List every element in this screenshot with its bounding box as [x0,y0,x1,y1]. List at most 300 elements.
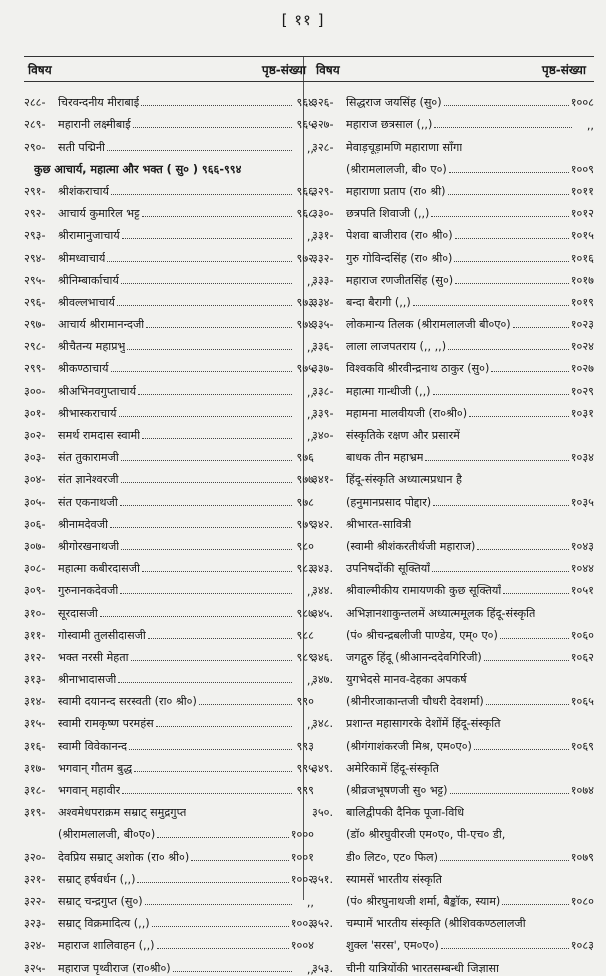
entry-page: १०२९ [570,384,594,398]
entry-title: (पं० श्रीरघुनाथजी शर्मा, बैङ्कॉक, स्याम) [346,894,501,908]
dot-leader [142,571,292,572]
toc-entry [24,909,314,931]
entry-page: ,, [306,962,314,976]
entry-title: (हनुमानप्रसाद पोद्दार) [346,495,432,509]
entry-page: ९६५ [296,118,314,132]
toc-entry [24,953,314,975]
entry-number: ३०८- [24,562,46,576]
toc-entry [312,887,594,909]
entry-page: ९७७ [296,473,314,487]
entry-title: श्रीगोरखनाथजी [58,539,120,553]
entry-page: ९९५ [296,761,314,775]
entry-page: १००२ [290,872,314,886]
entry-page: १००९ [570,162,594,176]
entry-number: ३०३- [24,451,46,465]
entry-page: १०५१ [570,584,594,598]
toc-entry [24,754,314,776]
dot-leader [120,505,292,506]
dot-leader [133,127,292,128]
toc-entry [24,443,314,465]
entry-title: देवप्रिय सम्राट् अशोक (रा० श्री०) [58,850,190,864]
entry-page: १०८३ [570,939,594,953]
entry-title: मेवाड़चूड़ामणि महाराणा साँगा [346,140,463,154]
dot-leader [145,904,292,905]
dot-leader [500,638,569,639]
toc-entry [312,576,594,598]
entry-number: ३४८. [312,717,334,731]
entry-title: कुछ आचार्य, महात्मा और भक्त ( सु० ) ९६६-९९४ [34,162,242,176]
entry-number: २९२- [24,207,46,221]
page-number: [ ११ ] [281,11,325,29]
toc-entry [24,221,314,243]
entry-page: १०७९ [570,850,594,864]
entry-number: ३४७. [312,673,334,687]
toc-entry [24,132,314,154]
entry-page: १०१५ [570,229,594,243]
dot-leader [455,238,569,239]
dot-leader [191,860,288,861]
entry-title: श्रीकण्ठाचार्य [58,362,109,376]
toc-entry [312,709,594,731]
toc-entry [312,221,594,243]
entry-number: ३२०- [24,850,46,864]
subject-heading: विषय [316,62,340,77]
dot-leader [148,638,292,639]
toc-entry [24,554,314,576]
entry-number: ३०९- [24,584,46,598]
dot-leader [122,238,292,239]
dot-leader [513,327,569,328]
entry-page: ,, [306,341,314,355]
toc-entry [24,798,314,820]
entry-title: भगवान् गौतम बुद्ध [58,761,133,775]
entry-number: ३४४. [312,584,334,598]
entry-number: ३१८- [24,784,46,797]
entry-number: ३१३- [24,673,46,687]
toc-entry [312,155,594,177]
entry-number: ३१४- [24,695,46,709]
dot-leader [157,837,289,838]
entry-number: ३३६- [312,340,334,354]
entry-title: पेशवा बाजीराव (रा० श्री०) [346,229,453,243]
entry-title: प्रशान्त महासागरके देशोंमें हिंदू-संस्कृति [346,717,501,731]
entry-title: महाराज शालिवाहन (,,) [58,939,155,953]
toc-entry [24,110,314,132]
entry-title: जगद्गुरु हिंदू (श्रीआनन्ददेवगिरिजी) [346,650,482,664]
dot-leader [199,704,292,705]
toc-entry [312,865,594,887]
toc-entry [24,376,314,398]
entry-title: श्रीशंकराचार्य [58,184,109,198]
entry-number: ३१५- [24,717,46,731]
entry-number: ३३४- [312,295,334,309]
entry-title: संत एकनाथजी [58,495,118,509]
toc-entry [24,199,314,221]
dot-leader [491,371,568,372]
entry-title: स्वामी दयानन्द सरस्वती (रा० श्री०) [58,695,197,709]
entry-page: १०२३ [570,318,594,332]
subject-heading: विषय [28,62,52,77]
entry-page: ,, [306,274,314,288]
entry-number: २९६- [24,295,46,309]
entry-number: ३३८- [312,384,334,398]
dot-leader [121,283,292,284]
dot-leader [444,105,569,106]
dot-leader [502,904,568,905]
entry-title: छत्रपति शिवाजी (,,) [346,207,430,221]
entry-title: युगभेदसे मानव-देहका अपकर्ष [346,673,467,687]
entry-title: सम्राट् हर्षवर्धन (,,) [58,872,136,886]
entry-title: महाराज पृथ्वीराज (रा०श्री०) [58,961,171,975]
dot-leader [121,549,292,550]
entry-page: १०१२ [570,207,594,221]
entry-page: ९७८ [296,495,314,509]
entry-number: ३४६. [312,650,334,664]
entry-page: ९८० [296,539,314,553]
entry-number: ३४२. [312,517,334,531]
dot-leader [157,948,289,949]
dot-leader [156,726,292,727]
entry-number: २९५- [24,273,46,287]
entry-title: महाराणा प्रताप (रा० श्री) [346,184,446,198]
entry-title: महाराज छत्रसाल (,,) [346,118,433,132]
toc-entry [312,665,594,687]
dot-leader [440,860,569,861]
toc-entry [312,931,594,953]
entry-title: स्वामी विवेकानन्द [58,739,128,753]
toc-entry [24,576,314,598]
entry-title: आचार्य श्रीरामानन्दजी [58,318,145,332]
toc-entry [312,376,594,398]
dot-leader [119,416,293,417]
entry-number: ३५३. [312,961,334,975]
entry-number: ३०६- [24,517,46,531]
entry-number: ३११- [24,628,46,642]
entry-title: समर्थ रामदास स्वामी [58,429,141,442]
entry-number: ३३९- [312,406,334,420]
toc-entry [312,310,594,332]
entry-page: ९६४ [296,96,314,110]
entry-number: ३२५- [24,961,46,975]
dot-leader [152,926,289,927]
toc-entry [24,332,314,354]
entry-title: चम्पामें भारतीय संस्कृति (श्रीशिवकण्ठलालजी [346,917,526,931]
dot-leader [433,505,569,506]
page-count-heading: पृष्ठ-संख्या [261,62,306,77]
entry-number: ३१०- [24,606,46,620]
toc-entry [312,731,594,753]
entry-title: (श्रीनीरजाकान्तजी चौधरी देवशर्मा) [346,695,484,709]
toc-entry [312,332,594,354]
entry-number: ३३७- [312,362,334,376]
entry-title: (स्वामी श्रीशंकरतीर्थजी महाराज) [346,539,476,553]
left-column-header [24,56,314,82]
dot-leader [454,261,568,262]
dot-leader [134,771,292,772]
entry-number: २९१- [24,184,46,198]
dot-leader [477,549,568,550]
entry-title: श्रीनामदेवजी [58,517,108,531]
right-column-header [312,56,594,82]
toc-entry [24,709,314,731]
entry-number: २९४- [24,251,46,265]
entry-title: शुक्ल 'सरस', एम०ए०) [346,939,439,953]
entry-page: १०४३ [570,539,594,553]
dot-leader [503,593,569,594]
toc-entry [24,665,314,687]
toc-entry [312,266,594,288]
dot-leader [141,105,292,106]
toc-entry [312,776,594,798]
entry-number: २९८- [24,340,46,354]
entry-page: १००० [290,828,314,842]
entry-page: १०२४ [570,340,594,354]
toc-entry [24,820,314,842]
entry-title: सूरदासजी [58,606,98,620]
entry-title: सम्राट् चन्द्रगुप्त (सु०) [58,894,143,908]
entry-number: ३४९. [312,761,334,775]
dot-leader [138,394,292,395]
toc-entry [312,487,594,509]
toc-entry [312,243,594,265]
entry-number: ३०४- [24,473,46,487]
entry-title: महामना मालवीयजी (रा०श्री०) [346,406,468,420]
entry-title: श्रीनिम्बार्काचार्य [58,273,119,287]
entry-title: सिद्धराज जयसिंह (सु०) [346,96,442,110]
entry-page: ९७३ [296,295,314,309]
entry-page: १०६९ [570,739,594,753]
toc-entry [24,465,314,487]
dot-leader [448,349,569,350]
entry-page: १०१६ [570,251,594,265]
entry-number: ३३३- [312,273,334,287]
toc-entry [312,598,594,620]
entry-page: १००३ [290,917,314,931]
entry-title: लोकमान्य तिलक (श्रीरामलालजी बी०ए०) [346,318,511,332]
entry-title: स्यामसें भारतीय संस्कृति [346,872,442,886]
entry-page: १०११ [570,184,594,198]
dot-leader [122,793,292,794]
dot-leader [131,660,292,661]
entry-title: संत ज्ञानेश्वरजी [58,473,119,487]
entry-title: अभिज्ञानशाकुन्तलमें अध्यात्ममूलक हिंदू-संस्कृति [346,606,536,620]
entry-page: १०८० [570,894,594,908]
entry-page: ९७४ [296,318,314,332]
entry-title: (श्रीरामलालजी, बी० ए०) [346,162,447,176]
entry-title: महाराज रणजीतसिंह (सु०) [346,273,454,287]
dot-leader [455,283,569,284]
entry-page: ९७२ [296,251,314,265]
dot-leader [121,482,292,483]
entry-title: आचार्य कुमारिल भट्ट [58,207,140,221]
entry-title: भक्त नरसी मेहता [58,650,129,664]
toc-entry [24,598,314,620]
toc-entry [312,510,594,532]
toc-entry [312,909,594,931]
dot-leader [425,460,568,461]
toc-entry [312,443,594,465]
entry-number: ३३२- [312,251,334,265]
dot-leader [441,948,569,949]
toc-entry [312,399,594,421]
entry-title: उपनिषदोंकी सूक्तियाँ [346,562,431,576]
toc-entry [312,820,594,842]
toc-entry [24,621,314,643]
entry-title: श्रीनाभादासजी [58,673,117,687]
dot-leader [486,704,569,705]
entry-page: १०४४ [570,562,594,576]
entry-title: लाला लाजपतराय (,, ,,) [346,340,447,354]
entry-page: १०६२ [570,650,594,664]
entry-number: ३५२. [312,917,334,931]
toc-entry [312,532,594,554]
entry-number: ३५०. [312,806,334,820]
toc-entry [24,931,314,953]
entry-page: ९८८ [296,628,314,642]
toc-entry [24,243,314,265]
toc-entry [312,687,594,709]
entry-title: हिंदू-संस्कृति अध्यात्मप्रधान है [346,473,462,487]
dot-leader [127,349,292,350]
entry-page: १०२७ [570,362,594,376]
entry-page: १०६५ [570,695,594,709]
toc-entry [24,399,314,421]
toc-entry [24,177,314,199]
dot-leader [142,216,292,217]
dot-leader [431,216,568,217]
entry-page: १०१९ [570,295,594,309]
entry-page: ९९३ [296,739,314,753]
entry-page: ,, [306,385,314,399]
toc-entry [24,532,314,554]
entry-number: २९७- [24,318,46,332]
entry-title: श्रीरामानुजाचार्य [58,229,120,243]
entry-title: डी० लिट०, एट० फिल) [346,850,438,864]
right-column [312,56,594,975]
toc-entry [24,310,314,332]
entry-number: ३२३- [24,917,46,931]
entry-page: ,, [306,407,314,421]
entry-page: ,, [306,585,314,599]
dot-leader [469,416,569,417]
entry-number: ३५१. [312,872,334,886]
entry-title: श्रीभारत-सावित्री [346,517,412,531]
entry-title: विश्वकवि श्रीरवीन्द्रनाथ ठाकुर (सु०) [346,362,490,376]
entry-number: ३२८- [312,140,334,154]
entry-title: गुरु गोविन्दसिंह (रा० श्री०) [346,251,453,265]
toc-entry [24,887,314,909]
entry-page: ९७५ [296,362,314,376]
entry-title: महात्मा गान्धीजी (,,) [346,384,431,398]
entry-number: ३००- [24,384,46,398]
dot-leader [173,971,292,972]
entry-page: ९७६ [296,451,314,465]
entry-number: ३०१- [24,406,46,420]
dot-leader [111,194,292,195]
toc-entry [312,421,594,443]
entry-title: (श्रीगंगाशंकरजी मिश्र, एम०ए०) [346,739,472,753]
entry-title: श्रीमध्वाचार्य [58,251,106,265]
entry-title: श्रीभास्कराचार्य [58,406,117,420]
entry-page: ९९९ [296,784,314,797]
dot-leader [107,261,292,262]
entry-title: अमेरिकामें हिंदू-संस्कृति [346,761,440,775]
toc-entry [24,510,314,532]
toc-entry [24,731,314,753]
entry-title: श्रीचैतन्य महाप्रभु [58,340,126,354]
entry-title: (पं० श्रीचन्द्रबलीजी पाण्डेय, एम्० ए०) [346,628,498,642]
dot-leader [432,571,569,572]
dot-leader [449,172,569,173]
entry-title: स्वामी रामकृष्ण परमहंस [58,717,154,731]
toc-entry [24,487,314,509]
dot-leader [121,460,292,461]
entry-title: (श्रीव्रजभूषणजी सु० भट्ट) [346,784,448,797]
entry-title: बालिद्वीपकी दैनिक पूजा-विधि [346,806,465,820]
dot-leader [118,682,292,683]
entry-number: २९०- [24,140,46,154]
right-entry-list [312,88,594,976]
entry-page: ,, [306,430,314,443]
entry-page: १०७४ [570,784,594,797]
entry-title: अश्वमेधपराक्रम सम्राट् समुद्रगुप्त [58,806,187,820]
page-count-heading: पृष्ठ-संख्या [541,62,586,77]
toc-entry [312,288,594,310]
dot-leader [450,793,569,794]
entry-title: संस्कृतिके रक्षण और प्रसारमें [346,429,460,442]
entry-number: ३३५- [312,318,334,332]
entry-title: श्रीवल्लभाचार्य [58,295,115,309]
toc-entry [24,354,314,376]
entry-number: ३४३. [312,562,334,576]
entry-page: १००१ [290,850,314,864]
entry-number: ३२१- [24,872,46,886]
toc-entry [312,132,594,154]
entry-number: ३३०- [312,207,334,221]
toc-entry [24,643,314,665]
entry-title: संत तुकारामजी [58,451,119,465]
dot-leader [433,394,569,395]
dot-leader [120,593,292,594]
entry-number: २८९- [24,118,46,132]
entry-title: श्रीवाल्मीकीय रामायणकी कुछ सूक्तियाँ [346,584,502,598]
toc-entry [24,288,314,310]
toc-entry [312,953,594,975]
toc-entry [312,88,594,110]
entry-title: बन्दा बैरागी (,,) [346,295,411,309]
entry-page: ,, [586,119,594,133]
entry-number: ३४५. [312,606,334,620]
toc-entry [24,266,314,288]
entry-title: भगवान् महावीर [58,784,121,797]
toc-entry [24,88,314,110]
dot-leader [111,371,293,372]
entry-number: ३१७- [24,761,46,775]
toc-entry [312,199,594,221]
entry-page: ,, [306,230,314,244]
entry-title: (डॉ० श्रीरघुवीरजी एम०ए०, पी-एच० डी, [346,828,506,842]
dot-leader [448,194,569,195]
entry-page: ९६८ [296,207,314,221]
dot-leader [117,305,292,306]
entry-page: १०३५ [570,495,594,509]
toc-entry [24,421,314,443]
entry-page: १०१७ [570,273,594,287]
toc-entry [24,865,314,887]
entry-page: १०६० [570,628,594,642]
toc-entry [312,621,594,643]
toc-entry [24,687,314,709]
